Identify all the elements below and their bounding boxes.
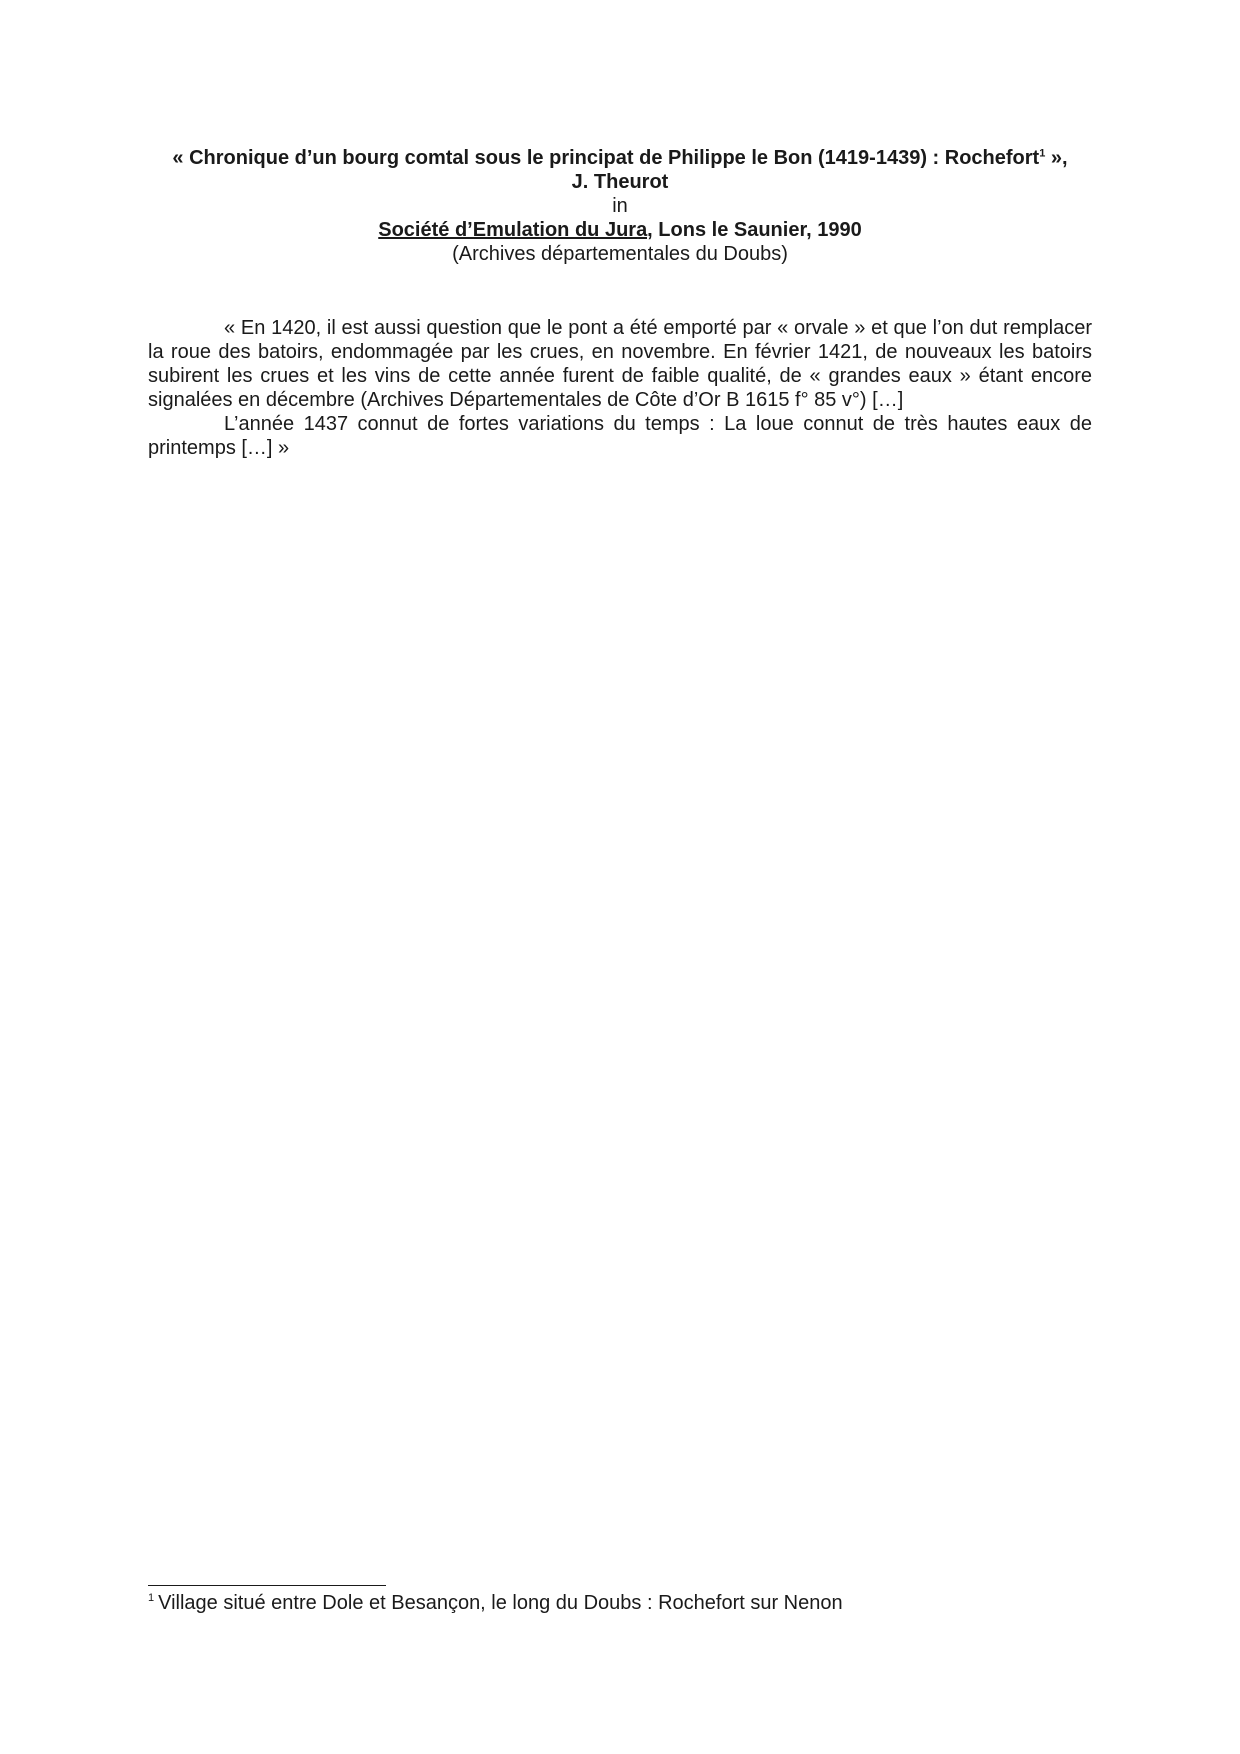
publication-name: Société d’Emulation du Jura, [378, 219, 653, 241]
citation-header [148, 146, 1092, 266]
paragraph: L’année 1437 connut de fortes variations du temps : La loue connut de très hautes eaux de printemps […] » [148, 413, 1092, 459]
footnote-separator [148, 1585, 386, 1586]
footnote-reference[interactable]: 1 [1039, 147, 1046, 160]
in-word: in [612, 195, 628, 217]
publication-place-year: Lons le Saunier, 1990 [652, 219, 862, 241]
article-title-close: », [1045, 147, 1068, 169]
article-title [148, 146, 1092, 170]
archive-source: (Archives départementales du Doubs) [452, 243, 788, 265]
quoted-excerpt [148, 316, 1092, 460]
publication-line [148, 218, 1092, 242]
author-name: J. Theurot [571, 171, 669, 193]
paragraph: « En 1420, il est aussi question que le pont a été emporté par « orvale » et que l’on dut remplacer la roue des batoirs, endommagée par les crues, en novembre. En février 1421, de nouveaux les batoirs subirent les crues et les vins de cette année furent de faible qualité, de « grandes eaux » étant encore signalées en décembre (Archives Départementales de Côte d’Or B 1615 f° 85 v°) […] [148, 317, 1092, 411]
article-title-text: « Chronique d’un bourg comtal sous le principat de Philippe le Bon (1419-1439) : Rochefort [172, 147, 1040, 169]
footnote-number: 1 [148, 1592, 155, 1605]
footnote-text: Village situé entre Dole et Besançon, le long du Doubs : Rochefort sur Nenon [158, 1592, 843, 1614]
footnote [148, 1591, 1092, 1615]
